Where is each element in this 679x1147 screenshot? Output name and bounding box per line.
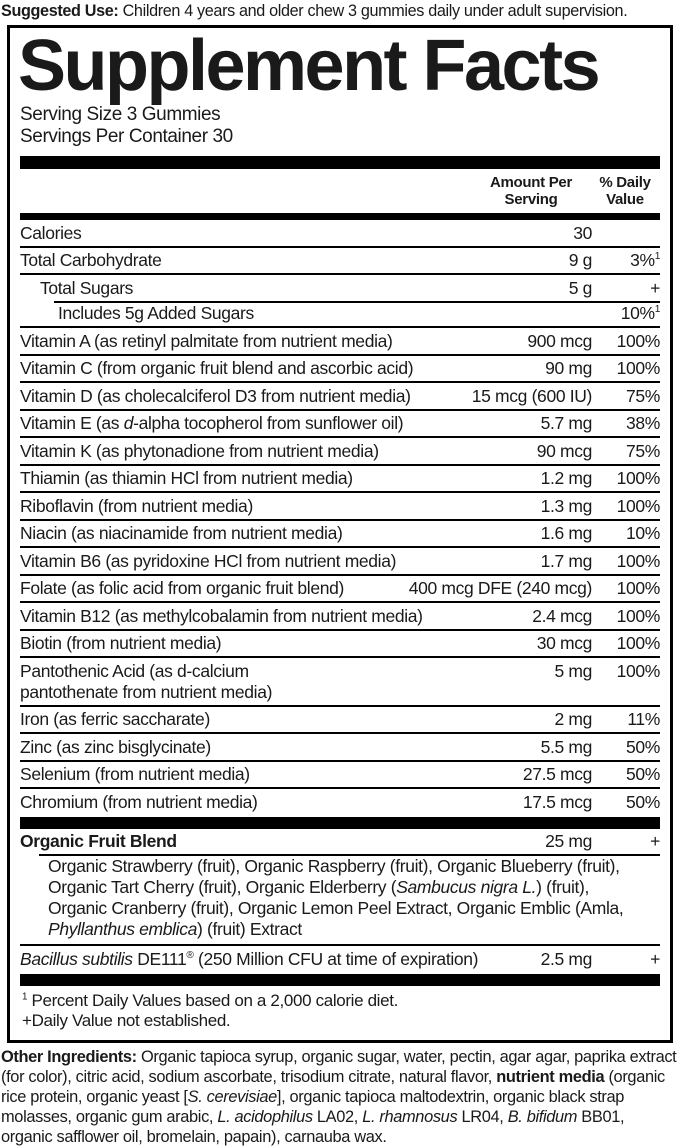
nutrient-daily-value: 75% bbox=[626, 385, 660, 406]
nutrient-amount: 5.7 mg bbox=[540, 413, 592, 434]
nutrient-label: Chromium (from nutrient media) bbox=[20, 791, 258, 812]
nutrient-amount: 27.5 mcg bbox=[522, 764, 592, 785]
nutrient-label: Calories bbox=[20, 222, 82, 243]
nutrient-row-vitamin-d bbox=[20, 381, 660, 409]
nutrient-daily-value: 75% bbox=[626, 440, 660, 461]
nutrient-label: Niacin (as niacinamide from nutrient media) bbox=[20, 523, 343, 544]
nutrient-daily-value: 3%$^1$ bbox=[630, 250, 660, 271]
nutrient-amount: 2.4 mcg bbox=[532, 605, 592, 626]
nutrient-daily-value: 100% bbox=[616, 605, 660, 626]
nutrient-daily-value: 50% bbox=[626, 764, 660, 785]
suggested-use-text: Suggested Use: Children 4 years and older chew 3 gummies daily under adult supervision. bbox=[1, 2, 628, 20]
nutrient-row-total-sugars bbox=[20, 273, 660, 301]
nutrient-amount: 1.7 mg bbox=[540, 550, 592, 571]
nutrient-daily-value: + bbox=[650, 948, 660, 969]
nutrient-daily-value: 100% bbox=[616, 358, 660, 379]
divider-bar-top bbox=[20, 156, 660, 169]
nutrient-daily-value: + bbox=[650, 831, 660, 852]
nutrient-row-biotin bbox=[20, 629, 660, 657]
footnote-line: $^1$ Percent Daily Values based on a 2,000 calorie diet. bbox=[22, 990, 398, 1010]
nutrient-row-zinc bbox=[20, 732, 660, 760]
nutrient-daily-value: 100% bbox=[616, 660, 660, 681]
other-ingredients-text: Other Ingredients: Organic tapioca syrup, organic sugar, water, pectin, agar agar, paprika extract (for color), citric acid, sodium ascorbate, trisodium citrate, natural flavor, nutrient media (organic rice protein, organic yeast [S. cerevisiae], organic tapioca maltodextrin, organic black strap molasses, organic gum arabic, L. acidophilus LA02, L. rhamnosus LR04, B. bifidum BB01, organic safflower oil, bromelain, papain), carnauba wax. bbox=[1, 1047, 677, 1146]
nutrient-label: Riboflavin (from nutrient media) bbox=[20, 495, 253, 516]
nutrient-amount: 900 mcg bbox=[527, 330, 592, 351]
nutrient-row-chromium bbox=[20, 787, 660, 815]
nutrient-amount: 400 mcg DFE (240 mcg) bbox=[408, 578, 592, 599]
nutrient-daily-value: 100% bbox=[616, 633, 660, 654]
nutrient-amount: 90 mg bbox=[545, 358, 592, 379]
divider-bar bbox=[20, 817, 660, 829]
nutrient-label: Folate (as folic acid from organic fruit blend) bbox=[20, 578, 344, 599]
footnotes bbox=[20, 986, 660, 1034]
nutrient-amount: 1.3 mg bbox=[540, 495, 592, 516]
nutrient-daily-value: 100% bbox=[616, 578, 660, 599]
panel-title: Supplement Facts bbox=[18, 26, 599, 106]
nutrient-amount: 5 mg bbox=[554, 660, 592, 681]
nutrient-row-niacin bbox=[20, 519, 660, 547]
nutrient-row-calories bbox=[20, 220, 660, 246]
footnote-line: +Daily Value not established. bbox=[22, 1011, 231, 1031]
nutrient-row-vitamin-a bbox=[20, 326, 660, 354]
nutrient-label: Vitamin B12 (as methylcobalamin from nutrient media) bbox=[20, 605, 423, 626]
nutrient-daily-value: 10% bbox=[626, 523, 660, 544]
nutrient-label: Organic Fruit Blend bbox=[20, 831, 177, 852]
serving-size: Serving Size 3 Gummies bbox=[20, 104, 221, 125]
nutrient-label: Vitamin D (as cholecalciferol D3 from nutrient media) bbox=[20, 385, 411, 406]
nutrient-label: Selenium (from nutrient media) bbox=[20, 764, 250, 785]
nutrient-daily-value: 100% bbox=[616, 495, 660, 516]
nutrient-label: Vitamin C (from organic fruit blend and ascorbic acid) bbox=[20, 358, 414, 379]
nutrient-label: Pantothenic Acid (as d-calcium pantothenate from nutrient media) bbox=[20, 660, 273, 702]
nutrient-label: Iron (as ferric saccharate) bbox=[20, 709, 210, 730]
nutrient-daily-value: 10%$^1$ bbox=[620, 303, 660, 324]
nutrient-amount: 2 mg bbox=[554, 709, 592, 730]
nutrient-amount: 30 bbox=[573, 222, 592, 243]
nutrient-row-vitamin-e bbox=[20, 409, 660, 437]
nutrient-amount: 9 g bbox=[568, 250, 592, 271]
nutrient-label: Biotin (from nutrient media) bbox=[20, 633, 222, 654]
facts-table bbox=[20, 220, 660, 986]
nutrient-row-pantothenic-acid bbox=[20, 656, 660, 705]
nutrient-row-vitamin-c bbox=[20, 354, 660, 382]
divider-bar-header bbox=[20, 213, 660, 220]
nutrient-row-total-carbohydrate bbox=[20, 246, 660, 274]
nutrient-label: Total Carbohydrate bbox=[20, 250, 162, 271]
nutrient-amount: 17.5 mcg bbox=[522, 791, 592, 812]
nutrient-amount: 15 mcg (600 IU) bbox=[471, 385, 592, 406]
nutrient-row-vitamin-b12 bbox=[20, 601, 660, 629]
nutrient-row-folate bbox=[20, 574, 660, 602]
nutrient-daily-value: 100% bbox=[616, 330, 660, 351]
percent-daily-value-header: % Daily Value bbox=[599, 173, 651, 208]
nutrient-label: Zinc (as zinc bisglycinate) bbox=[20, 736, 211, 757]
nutrient-row-riboflavin bbox=[20, 491, 660, 519]
nutrient-daily-value: 50% bbox=[626, 736, 660, 757]
nutrient-amount: 25 mg bbox=[545, 831, 592, 852]
nutrient-label: Total Sugars bbox=[40, 277, 134, 298]
nutrient-daily-value: 100% bbox=[616, 468, 660, 489]
nutrient-row-organic-fruit-blend bbox=[20, 829, 660, 855]
nutrient-row-fruit-blend-desc: Organic Strawberry (fruit), Organic Raspberry (fruit), Organic Blueberry (fruit), Organic Tart Cherry (fruit), Organic Elderberry (Sambucus nigra L.) (fruit), Organic Cranberry (fruit), Organic Lemon Peel Extract, Organic Emblic (Amla, Phyllanthus emblica) (fruit) Extract bbox=[20, 854, 660, 944]
nutrient-daily-value: + bbox=[650, 277, 660, 298]
amount-per-serving-header: Amount Per Serving bbox=[489, 173, 572, 208]
nutrient-amount: 2.5 mg bbox=[540, 948, 592, 969]
nutrient-amount: 5 g bbox=[568, 277, 592, 298]
nutrient-amount: 30 mcg bbox=[536, 633, 592, 654]
nutrient-row-bacillus-subtilis bbox=[20, 944, 660, 972]
nutrient-label: Vitamin K (as phytonadione from nutrient media) bbox=[20, 440, 379, 461]
nutrient-label: Thiamin (as thiamin HCl from nutrient media) bbox=[20, 468, 353, 489]
nutrient-row-thiamin bbox=[20, 464, 660, 492]
nutrient-row-iron bbox=[20, 705, 660, 733]
nutrient-label: Vitamin B6 (as pyridoxine HCl from nutrient media) bbox=[20, 550, 397, 571]
nutrient-amount: 5.5 mg bbox=[540, 736, 592, 757]
nutrient-daily-value: 50% bbox=[626, 791, 660, 812]
column-headers bbox=[20, 169, 660, 214]
nutrient-row-vitamin-k bbox=[20, 436, 660, 464]
nutrient-amount: 1.2 mg bbox=[540, 468, 592, 489]
nutrient-daily-value: 100% bbox=[616, 550, 660, 571]
nutrient-row-selenium bbox=[20, 760, 660, 788]
nutrient-daily-value: 38% bbox=[626, 413, 660, 434]
nutrient-row-vitamin-b6 bbox=[20, 546, 660, 574]
nutrient-daily-value: 11% bbox=[627, 709, 660, 730]
nutrient-amount: 90 mcg bbox=[536, 440, 592, 461]
servings-per-container: Servings Per Container 30 bbox=[20, 126, 233, 148]
nutrient-label: Vitamin E (as d-alpha tocopherol from sunflower oil) bbox=[20, 413, 404, 434]
divider-bar bbox=[20, 974, 660, 986]
nutrient-row-added-sugars bbox=[20, 301, 660, 327]
supplement-facts-panel bbox=[7, 25, 673, 1043]
nutrient-label: Bacillus subtilis DE111® (250 Million CFU at time of expiration) bbox=[20, 948, 479, 969]
nutrient-label: Vitamin A (as retinyl palmitate from nutrient media) bbox=[20, 330, 393, 351]
nutrient-label: Includes 5g Added Sugars bbox=[58, 303, 254, 324]
nutrient-amount: 1.6 mg bbox=[540, 523, 592, 544]
